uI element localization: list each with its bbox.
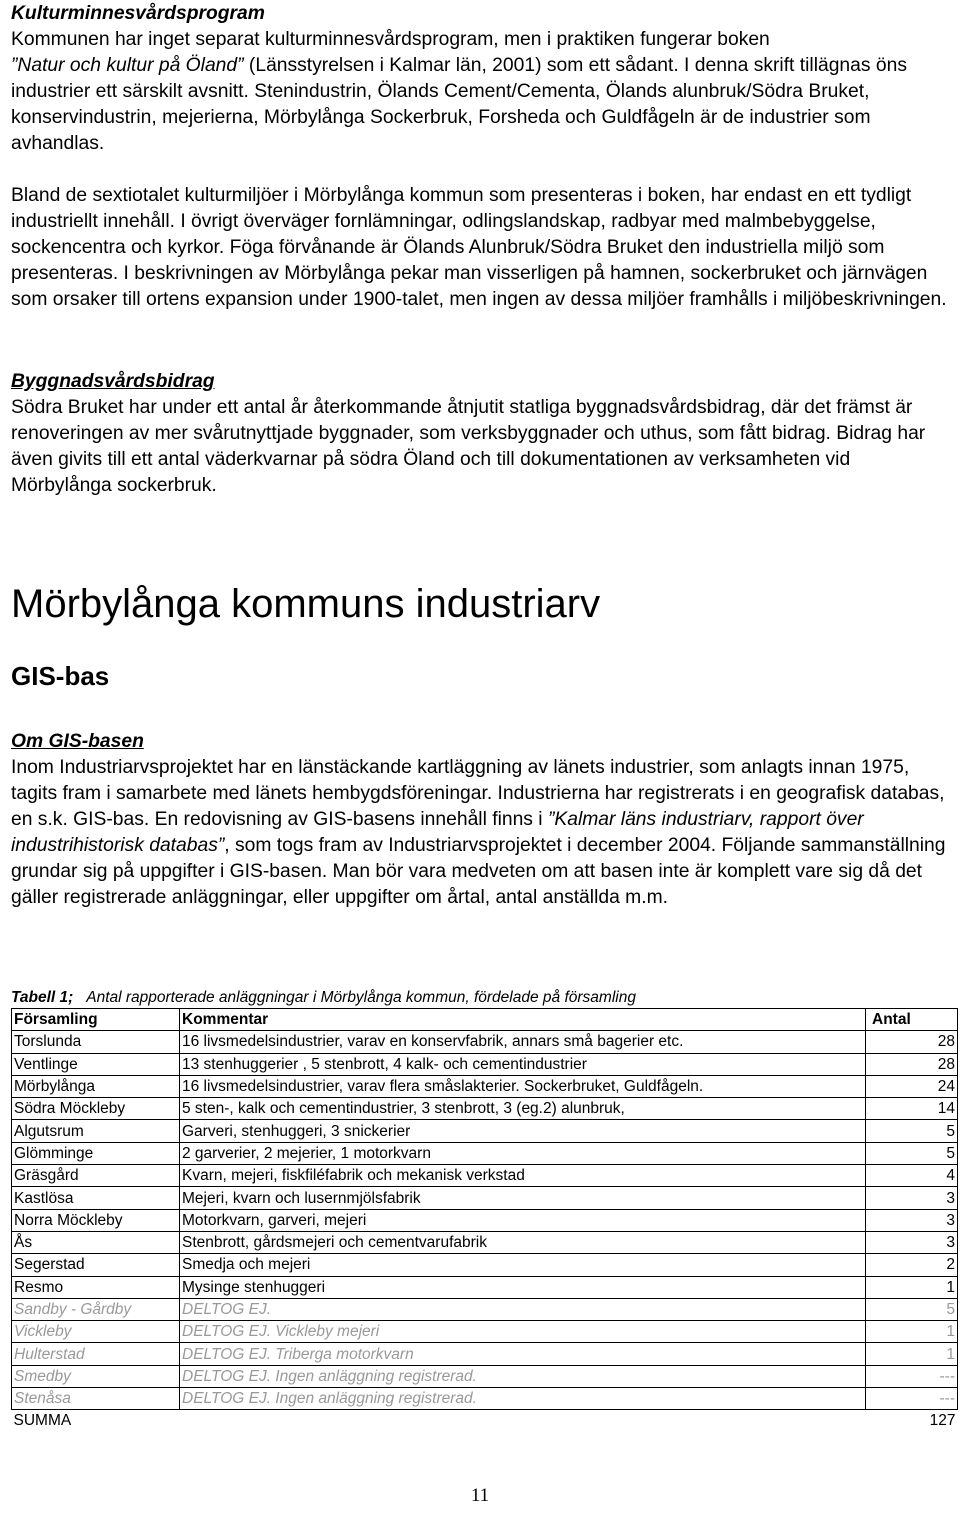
cell-kommentar: Stenbrott, gårdsmejeri och cementvarufabrik: [180, 1231, 866, 1253]
cell-antal: ---: [866, 1388, 958, 1410]
paragraph-gis: [11, 755, 956, 911]
cell-antal: 5: [866, 1142, 958, 1164]
sum-value: 127: [929, 1412, 956, 1430]
cell-kommentar: 5 sten-, kalk och cementindustrier, 3 stenbrott, 3 (eg.2) alunbruk,: [180, 1098, 866, 1120]
paragraph-kulturminnesvard-2: Bland de sextiotalet kulturmiljöer i Mörbylånga kommun som presenteras i boken, har endast en ett tydligt industriellt innehåll. I övrigt överväger fornlämningar, odlingslandskap, radbyar med malmbebyggelse, sockencentra och kyrkor. Föga förvånande är Ölands Alunbruk/Södra Bruket den industriella miljö som presenteras. I beskrivningen av Mörbylånga pekar man visserligen på hamnen, sockerbruket och järnvägen som orsaker till ortens expansion under 1900-talet, men ingen av dessa miljöer framhålls i miljöbeskrivningen.: [11, 185, 947, 310]
cell-forsamling: Torslunda: [12, 1031, 180, 1053]
paragraph-kulturminnesvard-1: [11, 27, 956, 157]
cell-kommentar: 13 stenhuggerier , 5 stenbrott, 4 kalk- och cementindustrier: [180, 1053, 866, 1075]
cell-kommentar: Mejeri, kvarn och lusernmjölsfabrik: [180, 1187, 866, 1209]
text: Inom Industriarvsprojektet har en länstäckande kartläggning av länets industrier, som anlagts innan 1975, tagits fram i samarbete med länets hembygdsföreningar. Industrierna har registrerats i en geografisk databas, en s.k. GIS-bas. En redovisning av GIS-basens innehåll finns i: [11, 757, 945, 830]
cell-antal: 24: [866, 1075, 958, 1097]
page-number: 11: [470, 1485, 490, 1506]
cell-forsamling: Kastlösa: [12, 1187, 180, 1209]
table-row: [12, 1209, 958, 1231]
cell-forsamling: Stenåsa: [12, 1388, 180, 1410]
table-header-row: [12, 1009, 958, 1031]
cell-kommentar: 16 livsmedelsindustrier, varav en konservfabrik, annars små bagerier etc.: [180, 1031, 866, 1053]
cell-kommentar: Garveri, stenhuggeri, 3 snickerier: [180, 1120, 866, 1142]
table-row: [12, 1321, 958, 1343]
cell-antal: 28: [866, 1053, 958, 1075]
text: (Länsstyrelsen i Kalmar län, 2001) som ett sådant. I denna skrift tillägnas öns industrier ett särskilt avsnitt. Stenindustrin, Ölands Cement/Cementa, Ölands alunbruk/Södra Bruket, konservindustrin, mejerierna, Mörbylånga Sockerbruk, Forsheda och Guldfågeln är de industrier som avhandlas.: [11, 55, 907, 154]
section-kulturminnesvard: [11, 1, 956, 313]
text: , som togs fram av Industriarvsprojektet i december 2004. Följande sammanställning grundar sig på uppgifter i GIS-basen. Man bör vara medveten om att basen inte är komplett vare sig då det gäller registrerade anläggningar, eller uppgifter om årtal, antal anställda m.m.: [11, 835, 946, 908]
page-title: Mörbylånga kommuns industriarv: [11, 582, 601, 626]
cell-antal: 28: [866, 1031, 958, 1053]
table-row: [12, 1142, 958, 1164]
industry-table: [11, 1008, 958, 1432]
cell-forsamling: Resmo: [12, 1276, 180, 1298]
table-sum-row: [12, 1410, 958, 1432]
sum-label: SUMMA: [13, 1412, 72, 1430]
cell-antal: 2: [866, 1254, 958, 1276]
caption-text: Antal rapporterade anläggningar i Mörbylånga kommun, fördelade på församling: [86, 989, 636, 1006]
cell-antal: 1: [866, 1276, 958, 1298]
paragraph-byggnadsvard: Södra Bruket har under ett antal år återkommande åtnjutit statliga byggnadsvårdsbidrag, där det främst är renoveringen av mer svårutnyttjade byggnader, som verksbyggnader och uthus, som fått bidrag. Bidrag har även givits till ett antal väderkvarnar på södra Öland och till dokumentationen av verksamheten vid Mörbylånga sockerbruk.: [11, 397, 926, 496]
cell-forsamling: Ventlinge: [12, 1053, 180, 1075]
table-row: [12, 1343, 958, 1365]
cell-kommentar: Motorkvarn, garveri, mejeri: [180, 1209, 866, 1231]
cell-forsamling: Ås: [12, 1231, 180, 1253]
table-row: [12, 1365, 958, 1387]
section-title-gis: Om GIS-basen: [11, 731, 144, 752]
caption-label: Tabell 1;: [11, 989, 74, 1006]
table-row: [12, 1098, 958, 1120]
cell-antal: 3: [866, 1231, 958, 1253]
cell-forsamling: Hulterstad: [12, 1343, 180, 1365]
header-kommentar: Kommentar: [180, 1009, 866, 1031]
table-row: [12, 1298, 958, 1320]
cell-forsamling: Algutsrum: [12, 1120, 180, 1142]
table-row: [12, 1075, 958, 1097]
cell-kommentar: DELTOG EJ. Ingen anläggning registrerad.: [180, 1365, 866, 1387]
cell-antal: 4: [866, 1165, 958, 1187]
text: Kommunen har inget separat kulturminnesvårdsprogram, men i praktiken fungerar boken: [11, 29, 770, 50]
table-row: [12, 1031, 958, 1053]
cell-kommentar: 16 livsmedelsindustrier, varav flera småslakterier. Sockerbruket, Guldfågeln.: [180, 1075, 866, 1097]
report-title-italic: ”Kalmar läns industriarv, rapport över industrihistorisk databas”: [11, 809, 864, 856]
cell-antal: 3: [866, 1209, 958, 1231]
table-row: [12, 1053, 958, 1075]
cell-kommentar: 2 garverier, 2 mejerier, 1 motorkvarn: [180, 1142, 866, 1164]
cell-kommentar: DELTOG EJ.: [180, 1298, 866, 1320]
book-title-italic: ”Natur och kultur på Öland”: [11, 55, 244, 76]
subtitle: GIS-bas: [11, 661, 110, 691]
cell-kommentar: Smedja och mejeri: [180, 1254, 866, 1276]
cell-forsamling: Södra Möckleby: [12, 1098, 180, 1120]
cell-forsamling: Sandby - Gårdby: [12, 1298, 180, 1320]
cell-antal: ---: [866, 1365, 958, 1387]
sum-spacer: [180, 1410, 866, 1432]
section-title-kulturminnesvard: Kulturminnesvårdsprogram: [11, 3, 265, 24]
cell-antal: 14: [866, 1098, 958, 1120]
header-forsamling: Församling: [12, 1009, 180, 1031]
cell-kommentar: DELTOG EJ. Vickleby mejeri: [180, 1321, 866, 1343]
cell-kommentar: Mysinge stenhuggeri: [180, 1276, 866, 1298]
table-row: [12, 1165, 958, 1187]
cell-forsamling: Mörbylånga: [12, 1075, 180, 1097]
cell-antal: 3: [866, 1187, 958, 1209]
header-antal: Antal: [866, 1009, 958, 1031]
table-row: [12, 1187, 958, 1209]
table-row: [12, 1231, 958, 1253]
cell-forsamling: Gräsgård: [12, 1165, 180, 1187]
cell-forsamling: Norra Möckleby: [12, 1209, 180, 1231]
cell-forsamling: Vickleby: [12, 1321, 180, 1343]
table-row: [12, 1276, 958, 1298]
section-title-byggnadsvard: Byggnadsvårdsbidrag: [11, 371, 215, 392]
table-row: [12, 1388, 958, 1410]
section-gis: [11, 729, 956, 911]
cell-forsamling: Smedby: [12, 1365, 180, 1387]
cell-antal: 5: [866, 1120, 958, 1142]
cell-kommentar: DELTOG EJ. Ingen anläggning registrerad.: [180, 1388, 866, 1410]
table-caption: [11, 988, 636, 1007]
section-byggnadsvard: [11, 369, 956, 499]
cell-antal: 1: [866, 1343, 958, 1365]
cell-antal: 1: [866, 1321, 958, 1343]
cell-kommentar: Kvarn, mejeri, fiskfiléfabrik och mekanisk verkstad: [180, 1165, 866, 1187]
table-row: [12, 1254, 958, 1276]
cell-forsamling: Segerstad: [12, 1254, 180, 1276]
table-row: [12, 1120, 958, 1142]
cell-antal: 5: [866, 1298, 958, 1320]
cell-forsamling: Glömminge: [12, 1142, 180, 1164]
cell-kommentar: DELTOG EJ. Triberga motorkvarn: [180, 1343, 866, 1365]
